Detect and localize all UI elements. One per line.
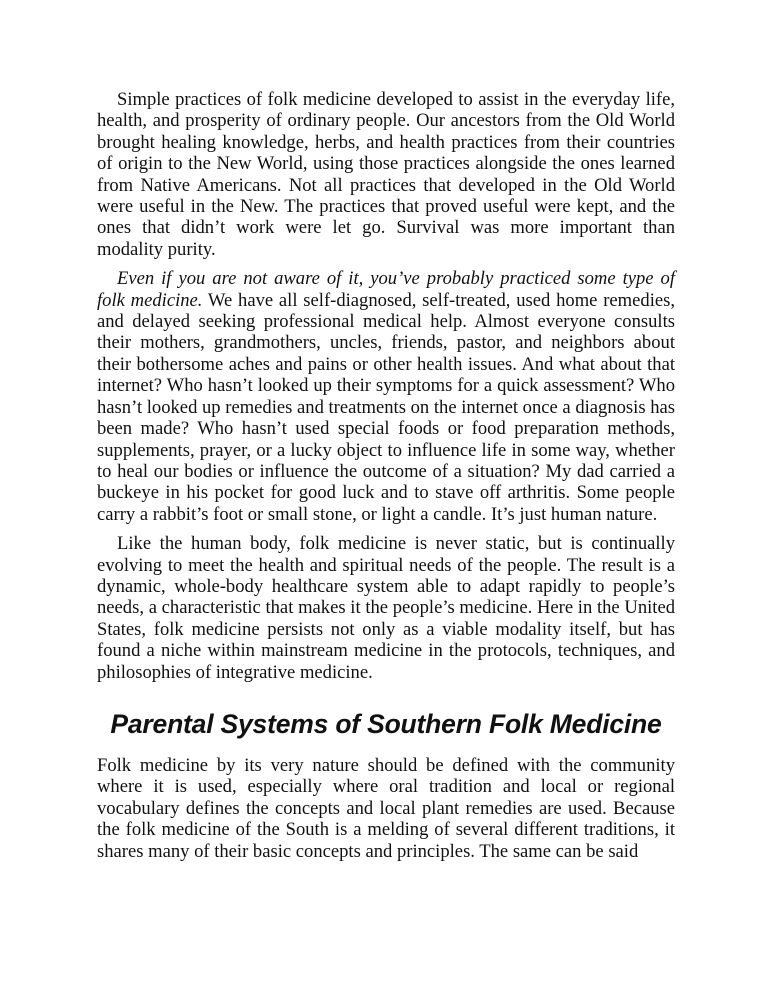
document-page <box>97 89 675 870</box>
paragraph-text: Simple practices of folk medicine developed to assist in the everyday life, health, and prosperity of ordinary people. Our ancestors from the Old World brought healing knowledge, herbs, and health practices from their countries of origin to the New World, using those practices alongside the ones learned from Native Americans. Not all practices that developed in the Old World were useful in the New. The practices that proved useful were kept, and the ones that didn’t work were let go. Survival was more important than modality purity. <box>97 89 675 260</box>
paragraph-text: Like the human body, folk medicine is never static, but is continually evolving to meet the health and spiritual needs of the people. The result is a dynamic, whole-body healthcare system able to adapt rapidly to people’s needs, a characteristic that makes it the people’s medicine. Here in the United States, folk medicine persists not only as a viable modality itself, but has found a niche within mainstream medicine in the protocols, techniques, and philosophies of integrative medicine. <box>97 533 675 683</box>
paragraph-practiced-folk-medicine <box>97 268 675 525</box>
section-heading: Parental Systems of Southern Folk Medicine <box>110 708 662 739</box>
paragraph-folk-medicine-origins <box>97 89 675 260</box>
paragraph-text: Folk medicine by its very nature should be defined with the community where it is used, especially where oral tradition and local or regional vocabulary defines the concepts and local plant remedies are used. Because the folk medicine of the South is a melding of several different traditions, it shares many of their basic concepts and principles. The same can be said <box>97 754 675 862</box>
paragraph-text: We have all self-diagnosed, self-treated, used home remedies, and delayed seeking professional medical help. Almost everyone consults their mothers, grandmothers, uncles, friends, pastor, and neighbors about their bothersome aches and pains or other health issues. And what about that internet? Who hasn’t looked up their symptoms for a quick assessment? Who hasn’t looked up remedies and treatments on the internet once a diagnosis has been made? Who hasn’t used special foods or food preparation methods, supplements, prayer, or a lucky object to influence life in some way, whether to heal our bodies or influence the outcome of a situation? My dad carried a buckeye in his pocket for good luck and to stave off arthritis. Some people carry a rabbit’s foot or small stone, or light a candle. It’s just human nature. <box>97 289 675 525</box>
paragraph-section-intro <box>97 755 675 862</box>
italic-lead-sentence: Even if you are not aware of it, you’ve probably practiced some type of folk medicine. <box>97 268 675 311</box>
paragraph-never-static <box>97 533 675 683</box>
